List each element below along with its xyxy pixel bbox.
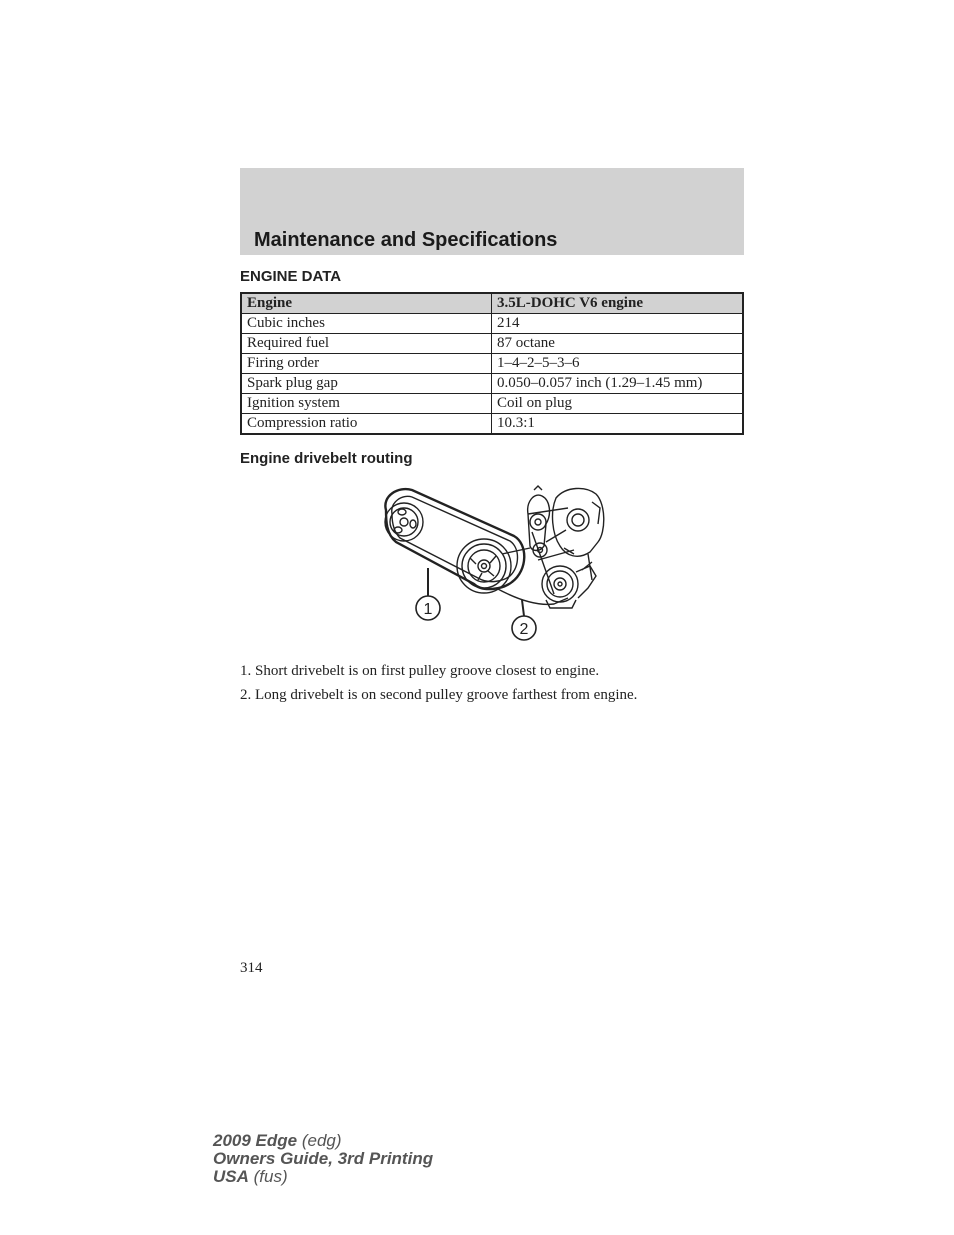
callout-2-label: 2 (519, 621, 529, 638)
center-pulley (457, 539, 511, 593)
table-row (241, 354, 743, 374)
footer-region-code: (fus) (253, 1167, 288, 1186)
table-cell: 87 octane (492, 334, 744, 354)
table-cell: 1–4–2–5–3–6 (492, 354, 744, 374)
table-cell: Firing order (241, 354, 492, 374)
table-cell: Cubic inches (241, 314, 492, 334)
table-row (241, 414, 743, 435)
footer-guide: Owners Guide, 3rd Printing (213, 1149, 434, 1168)
footer-edition-info (213, 1132, 433, 1186)
table-cell: 10.3:1 (492, 414, 744, 435)
callout-1-label: 1 (423, 601, 433, 618)
table-cell: 214 (492, 314, 744, 334)
page-header-title: Maintenance and Specifications (254, 229, 558, 251)
callout-2-leader (522, 600, 524, 616)
footer-model: 2009 Edge (213, 1131, 298, 1150)
note-2: 2. Long drivebelt is on second pulley groove farthest from engine. (240, 687, 638, 703)
footer-line-1 (213, 1132, 433, 1150)
table-cell: Spark plug gap (241, 374, 492, 394)
short-drivebelt (385, 489, 524, 589)
table-row (241, 394, 743, 414)
footer-line-3 (213, 1168, 433, 1186)
section-title: ENGINE DATA (240, 268, 342, 285)
header-band (240, 168, 744, 255)
table-header-row (241, 293, 743, 314)
footer-model-code: (edg) (301, 1131, 342, 1150)
table-row (241, 374, 743, 394)
subsection-title: Engine drivebelt routing (240, 450, 413, 467)
tensioner-assembly (528, 486, 550, 557)
page-number: 314 (240, 960, 263, 976)
table-header-cell: 3.5L-DOHC V6 engine (492, 293, 744, 314)
engine-data-table (240, 292, 744, 435)
table-cell: 0.050–0.057 inch (1.29–1.45 mm) (492, 374, 744, 394)
footer-region: USA (213, 1167, 249, 1186)
table-row (241, 314, 743, 334)
drivebelt-routing-diagram (378, 484, 610, 644)
table-cell: Coil on plug (492, 394, 744, 414)
alternator (553, 488, 604, 556)
table-cell: Required fuel (241, 334, 492, 354)
table-row (241, 334, 743, 354)
table-cell: Ignition system (241, 394, 492, 414)
table-cell: Compression ratio (241, 414, 492, 435)
table-header-cell: Engine (241, 293, 492, 314)
note-1: 1. Short drivebelt is on first pulley groove closest to engine. (240, 663, 600, 679)
left-pulley (385, 503, 423, 541)
footer-line-2 (213, 1150, 433, 1168)
